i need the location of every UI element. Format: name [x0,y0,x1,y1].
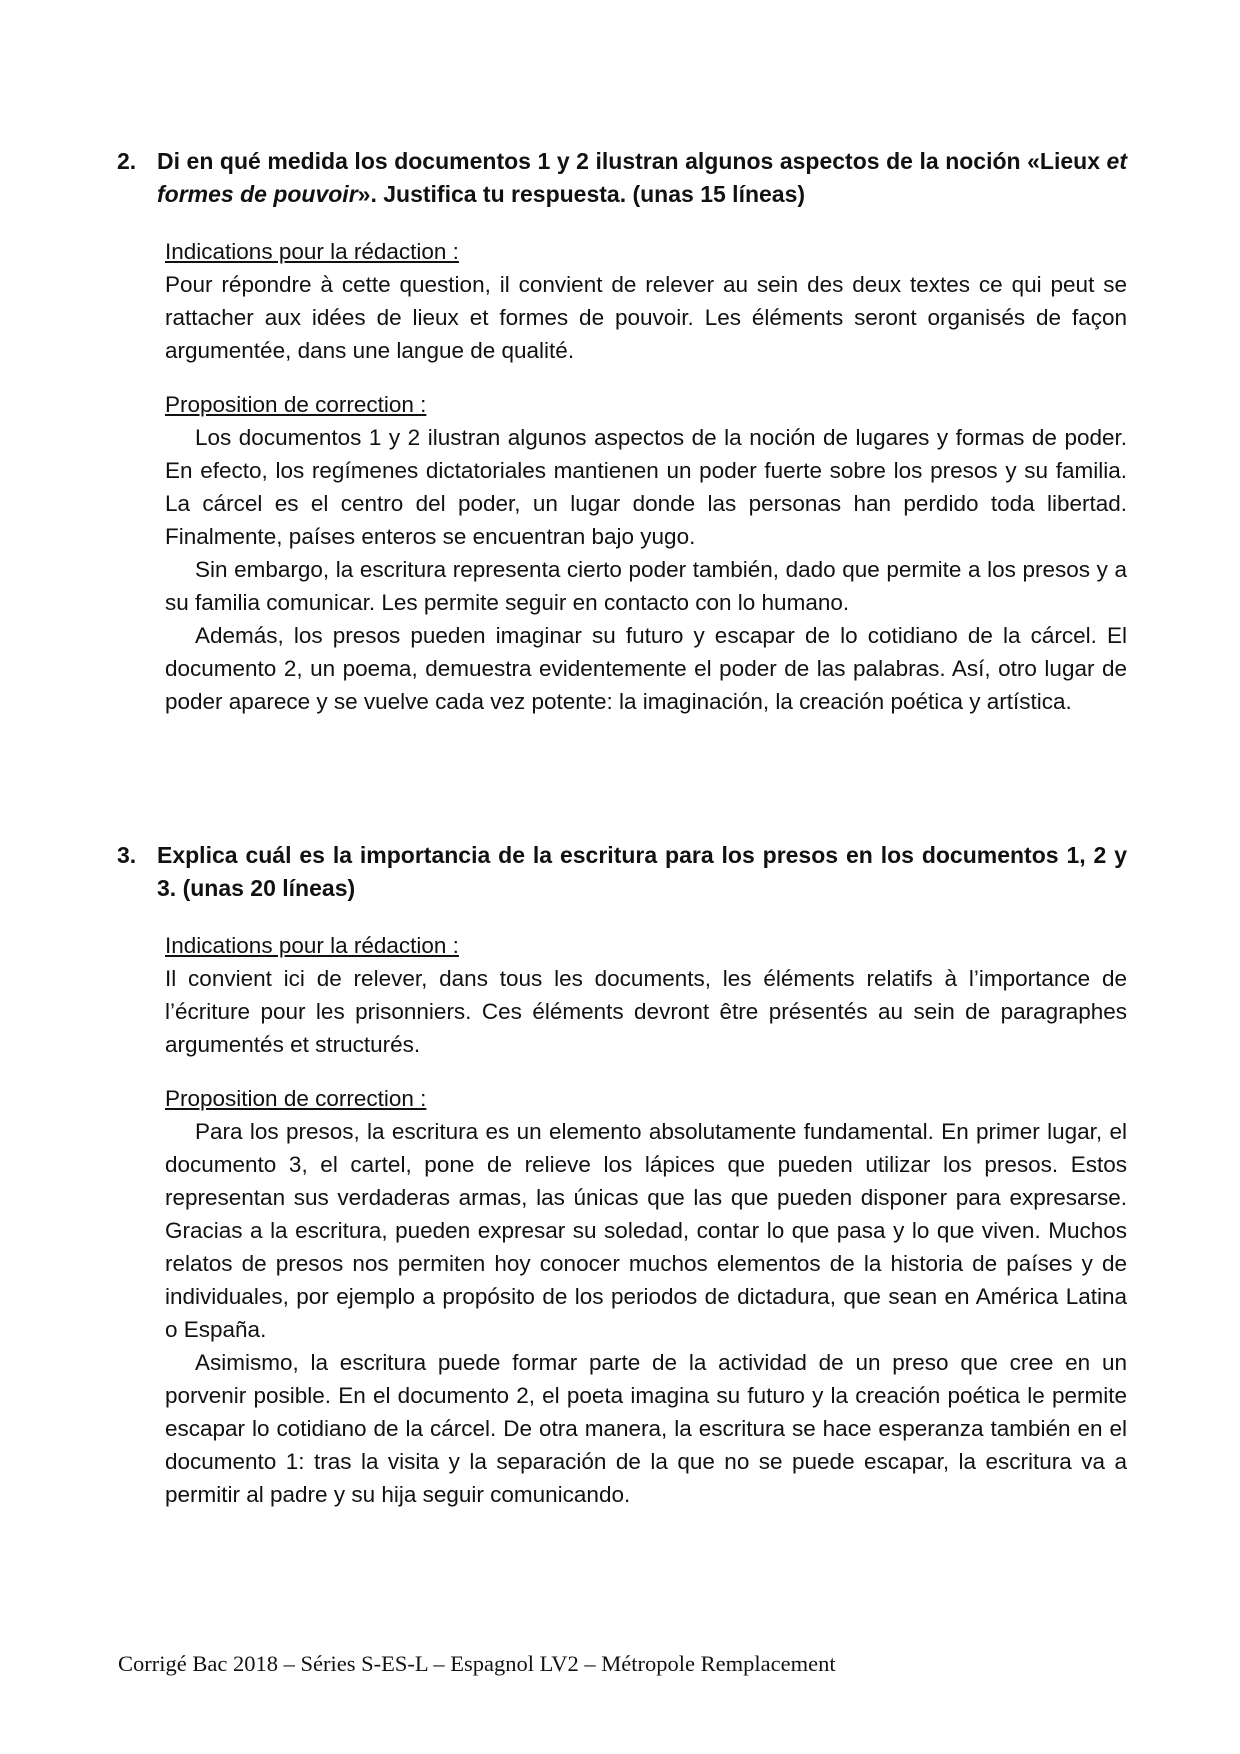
question-number: 2. [117,148,137,174]
indications-block [165,235,1127,367]
question-2-heading [117,145,1127,211]
correction-block [165,1082,1127,1511]
question-title [157,145,1127,211]
question-title-part: Di en qué medida los documentos 1 y 2 ilustran algunos aspectos de la noción «Lieux [157,148,1107,174]
question-title: Explica cuál es la importancia de la escritura para los presos en los documentos 1, 2 y 3. (unas 20 líneas) [157,842,1127,901]
question-number: 3. [117,842,137,868]
indications-label: Indications pour la rédaction : [165,933,459,958]
correction-paragraph: Para los presos, la escritura es un elemento absolutamente fundamental. En primer lugar, el documento 3, el cartel, pone de relieve los lápices que pueden utilizar los presos. Estos representan sus verdaderas armas, las únicas que las que pueden disponer para expresarse. Gracias a la escritura, pueden expresar su soledad, contar lo que pasa y lo que viven. Muchos relatos de presos nos permiten hoy conocer muchos elementos de la historia de países y de individuales, por ejemplo a propósito de los periodos de dictadura, que sean en América Latina o España. [165,1119,1127,1342]
page-footer: Corrigé Bac 2018 – Séries S-ES-L – Espagnol LV2 – Métropole Remplacement [118,1651,836,1676]
correction-label: Proposition de correction : [165,1086,427,1111]
correction-paragraph: Además, los presos pueden imaginar su futuro y escapar de lo cotidiano de la cárcel. El documento 2, un poema, demuestra evidentemente el poder de las palabras. Así, otro lugar de poder aparece y se vuelve cada vez potente: la imaginación, la creación poética y artística. [165,623,1127,714]
question-title-part: ». Justifica tu respuesta. (unas 15 líneas) [357,181,806,207]
correction-paragraph: Sin embargo, la escritura representa cierto poder también, dado que permite a los presos y a su familia comunicar. Les permite seguir en contacto con lo humano. [165,557,1127,615]
correction-block [165,388,1127,718]
correction-label: Proposition de correction : [165,392,427,417]
question-3-heading [117,839,1127,905]
correction-paragraph: Los documentos 1 y 2 ilustran algunos aspectos de la noción de lugares y formas de poder. En efecto, los regímenes dictatoriales mantienen un poder fuerte sobre los presos y su familia. La cárcel es el centro del poder, un lugar donde las personas han perdido toda libertad. Finalmente, países enteros se encuentran bajo yugo. [165,425,1127,549]
question-title-italic: et formes de pouvoir [157,148,1127,207]
indications-block [165,929,1127,1061]
indications-text: Il convient ici de relever, dans tous les documents, les éléments relatifs à l’importance de l’écriture pour les prisonniers. Ces éléments devront être présentés au sein de paragraphes argumentés et structurés. [165,966,1127,1057]
question-3 [117,839,1127,1511]
indications-label: Indications pour la rédaction : [165,239,459,264]
correction-paragraph: Asimismo, la escritura puede formar parte de la actividad de un preso que cree en un porvenir posible. En el documento 2, el poeta imagina su futuro y la creación poética le permite escapar lo cotidiano de la cárcel. De otra manera, la escritura se hace esperanza también en el documento 1: tras la visita y la separación de la que no se puede escapar, la escritura va a permitir al padre y su hija seguir comunicando. [165,1350,1127,1507]
indications-text: Pour répondre à cette question, il convient de relever au sein des deux textes ce qui peut se rattacher aux idées de lieux et formes de pouvoir. Les éléments seront organisés de façon argumentée, dans une langue de qualité. [165,272,1127,363]
question-2 [117,145,1127,718]
